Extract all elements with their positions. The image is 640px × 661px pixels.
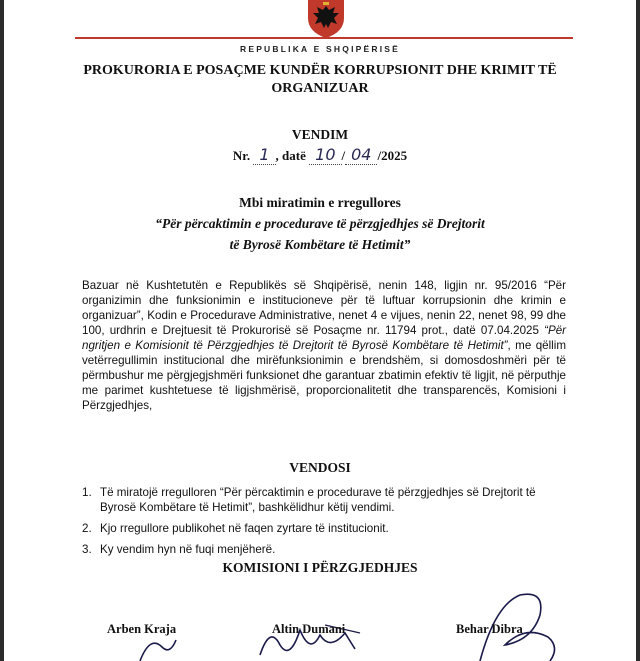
institution-title: PROKURORIA E POSAÇME KUNDËR KORRUPSIONIT DHE KRIMIT TË ORGANIZUAR bbox=[83, 63, 557, 96]
vendosi-heading: VENDOSI bbox=[289, 460, 351, 475]
nr-label: Nr. bbox=[232, 148, 251, 163]
albania-eagle-emblem-icon bbox=[302, 0, 350, 38]
header-red-rule bbox=[75, 37, 573, 39]
preamble-part-1: Bazuar në Kushtetutën e Republikës së Shqipërisë, nenin 148, ligjin nr. 95/2016 “Për organizimin dhe funksionimin e institucioneve për të luftuar korrupsionin dhe krimin e organizuar”, Kodin e Procedurave Administrative, nenet 4 e vijues, nenin 22, nenet 98, 99 dhe 100, urdhrin e Drejtuesit të Prokurorisë së Posaçme nr. 11794 prot., datë 07.04.2025 bbox=[82, 279, 566, 337]
preamble-italic: “Për ngritjen e Komisionit të Përzgjedhjes të Drejtorit të Byrosë Kombëtare të Hetimit” bbox=[82, 324, 566, 352]
date-label: , datë bbox=[275, 148, 306, 163]
preamble-part-2: , me qëllim vetërregullimin institucional dhe mirëfunksionimin e brendshëm, si domosdoshmëri për të përmbushur me përgjegjshmëri funksionet dhe garantuar zbatimin efektiv të ligjit, në përputhje me parimet kushtetuese të ligjshmërisë, proporcionalitetit dhe transparencës, Komisioni i Përzgjedhjes, bbox=[82, 339, 566, 412]
item-number: 2. bbox=[82, 522, 92, 535]
date-day: 10 bbox=[309, 145, 341, 165]
decision-number-date bbox=[0, 145, 640, 165]
signatory-kraja: Arben Kraja bbox=[107, 622, 177, 636]
committee-heading: KOMISIONI I PËRZGJEDHJES bbox=[222, 560, 418, 575]
signatory-dumani: Altin Dumani bbox=[272, 622, 346, 636]
list-item bbox=[82, 485, 566, 515]
subject-line-1: Mbi miratimin e rregullores bbox=[239, 195, 401, 210]
signatory-dibra: Behar Dibra bbox=[456, 622, 523, 636]
item-text: Kjo rregullore publikohet në faqen zyrtare të institucionit. bbox=[100, 522, 389, 535]
decision-items bbox=[82, 485, 566, 563]
date-month: 04 bbox=[345, 145, 377, 165]
nr-value: 1 bbox=[253, 145, 275, 165]
decision-subject bbox=[60, 192, 580, 255]
list-item bbox=[82, 521, 566, 536]
subject-line-2: “Për përcaktimin e procedurave të përzgjedhjes së Drejtorit bbox=[155, 216, 485, 231]
subject-line-3: të Byrosë Kombëtare të Hetimit” bbox=[229, 237, 411, 252]
decision-preamble bbox=[82, 278, 566, 413]
item-number: 3. bbox=[82, 543, 92, 556]
list-item bbox=[82, 542, 566, 557]
republic-label: REPUBLIKA E SHQIPËRISË bbox=[239, 44, 401, 54]
item-text: Të miratojë rregulloren “Për përcaktimin e procedurave të përzgjedhjes së Drejtorit të Byrosë Kombëtare të Hetimit”, bashkëlidhur këtij vendimi. bbox=[100, 486, 536, 514]
item-number: 1. bbox=[82, 486, 92, 499]
decision-heading: VENDIM bbox=[291, 127, 349, 142]
date-sep: / bbox=[341, 148, 346, 163]
date-year: /2025 bbox=[377, 148, 408, 163]
item-text: Ky vendim hyn në fuqi menjëherë. bbox=[100, 543, 276, 556]
